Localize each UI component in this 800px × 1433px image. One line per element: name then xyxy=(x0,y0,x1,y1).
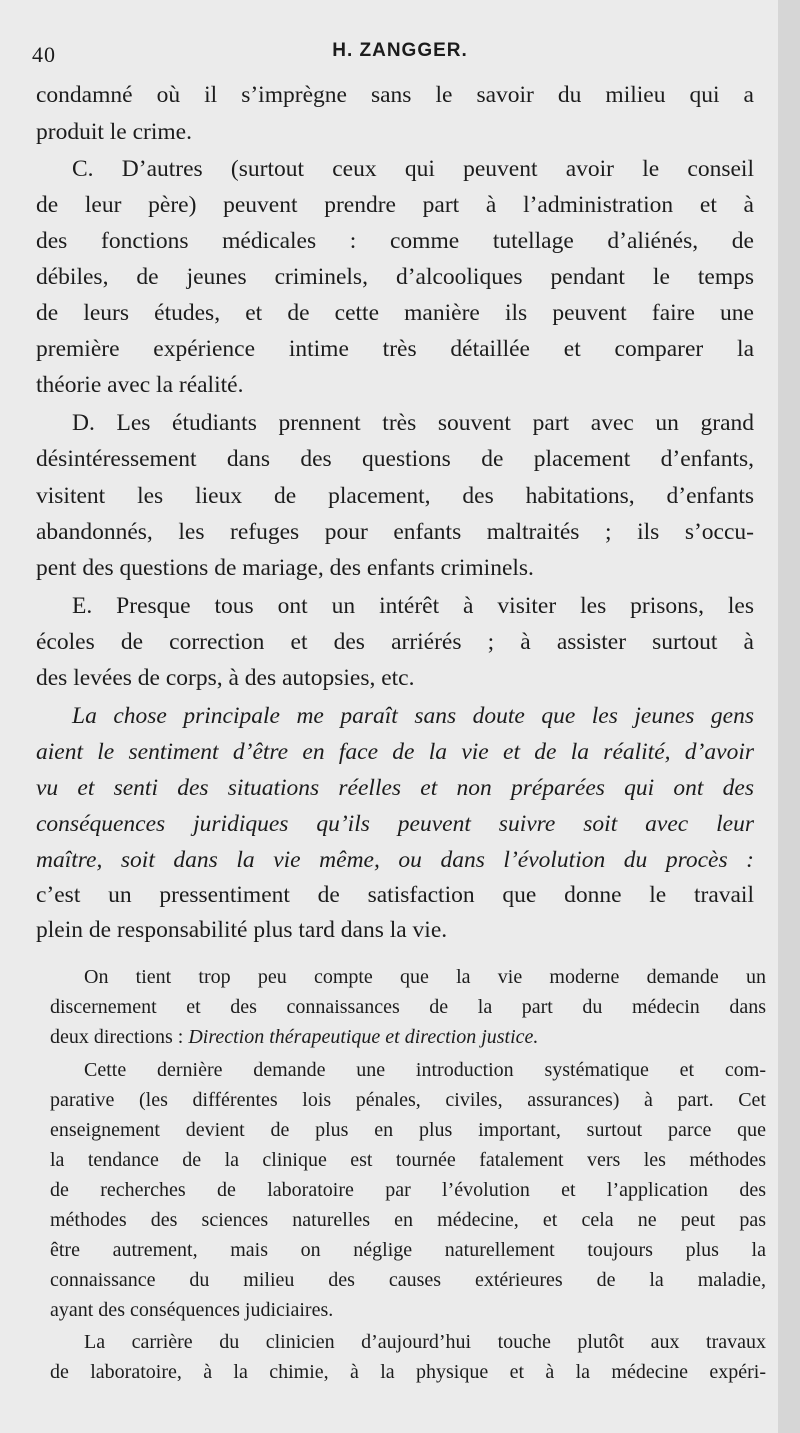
running-head: H. ZANGGER. xyxy=(332,40,468,61)
text-line-italic: La chose principale me paraît sans doute que les jeunes gens xyxy=(72,703,754,729)
text-line: C. D’autres (surtout ceux qui peuvent avoir le conseil xyxy=(72,156,754,182)
text-line: La carrière du clinicien d’aujourd’hui touche plutôt aux travaux xyxy=(84,1331,766,1353)
text-line: c’est un pressentiment de satisfaction que donne le travail xyxy=(36,882,754,908)
text-line: de leur père) peuvent prendre part à l’administration et à xyxy=(36,192,754,218)
page-edge-shadow xyxy=(778,0,800,1433)
text-line: première expérience intime très détaillée et comparer la xyxy=(36,336,754,362)
text-line: débiles, de jeunes criminels, d’alcooliques pendant le temps xyxy=(36,264,754,290)
text-line: pent des questions de mariage, des enfants criminels. xyxy=(36,555,534,581)
text-span-italic: Direction thérapeutique et direction justice. xyxy=(188,1026,539,1048)
text-line: la tendance de la clinique est tournée fatalement vers les méthodes xyxy=(50,1149,766,1171)
text-line: E. Presque tous ont un intérêt à visiter les prisons, les xyxy=(72,593,754,619)
text-line: de recherches de laboratoire par l’évolution et l’application des xyxy=(50,1179,766,1201)
text-line: connaissance du milieu des causes extérieures de la maladie, xyxy=(50,1269,766,1291)
text-line: produit le crime. xyxy=(36,119,192,145)
text-line: des levées de corps, à des autopsies, etc. xyxy=(36,665,415,691)
text-line: de leurs études, et de cette manière ils peuvent faire une xyxy=(36,300,754,326)
text-line: de laboratoire, à la chimie, à la physique et à la médecine expéri- xyxy=(50,1361,766,1383)
text-line xyxy=(50,1022,766,1052)
text-line: plein de responsabilité plus tard dans la vie. xyxy=(36,917,448,943)
page-number: 40 xyxy=(32,42,56,67)
text-line: discernement et des connaissances de la part du médecin dans xyxy=(50,996,766,1018)
text-line: écoles de correction et des arriérés ; à assister surtout à xyxy=(36,629,754,655)
text-line: des fonctions médicales : comme tutellage d’aliénés, de xyxy=(36,228,754,254)
text-line: parative (les différentes lois pénales, civiles, assurances) à part. Cet xyxy=(50,1089,766,1111)
text-line: ayant des conséquences judiciaires. xyxy=(50,1299,334,1321)
text-line: méthodes des sciences naturelles en médecine, et cela ne peut pas xyxy=(50,1209,766,1231)
text-line: théorie avec la réalité. xyxy=(36,372,244,398)
text-span: deux directions : xyxy=(50,1026,189,1048)
text-line: condamné où il s’imprègne sans le savoir du milieu qui a xyxy=(36,82,754,108)
text-line-italic: vu et senti des situations réelles et non préparées qui ont des xyxy=(36,775,754,801)
text-line: abandonnés, les refuges pour enfants maltraités ; ils s’occu- xyxy=(36,519,754,545)
text-line: être autrement, mais on néglige naturellement toujours plus la xyxy=(50,1239,766,1261)
text-line: enseignement devient de plus en plus important, surtout parce que xyxy=(50,1119,766,1141)
text-line-italic: maître, soit dans la vie même, ou dans l’évolution du procès : xyxy=(36,847,754,873)
text-line: visitent les lieux de placement, des habitations, d’enfants xyxy=(36,483,754,509)
text-line: D. Les étudiants prennent très souvent part avec un grand xyxy=(72,410,754,436)
text-line: Cette dernière demande une introduction systématique et com- xyxy=(84,1059,766,1081)
text-line-italic: aient le sentiment d’être en face de la vie et de la réalité, d’avoir xyxy=(36,739,754,765)
text-line: On tient trop peu compte que la vie moderne demande un xyxy=(84,966,766,988)
text-line: désintéressement dans des questions de placement d’enfants, xyxy=(36,446,754,472)
text-line-italic: conséquences juridiques qu’ils peuvent suivre soit avec leur xyxy=(36,811,754,837)
